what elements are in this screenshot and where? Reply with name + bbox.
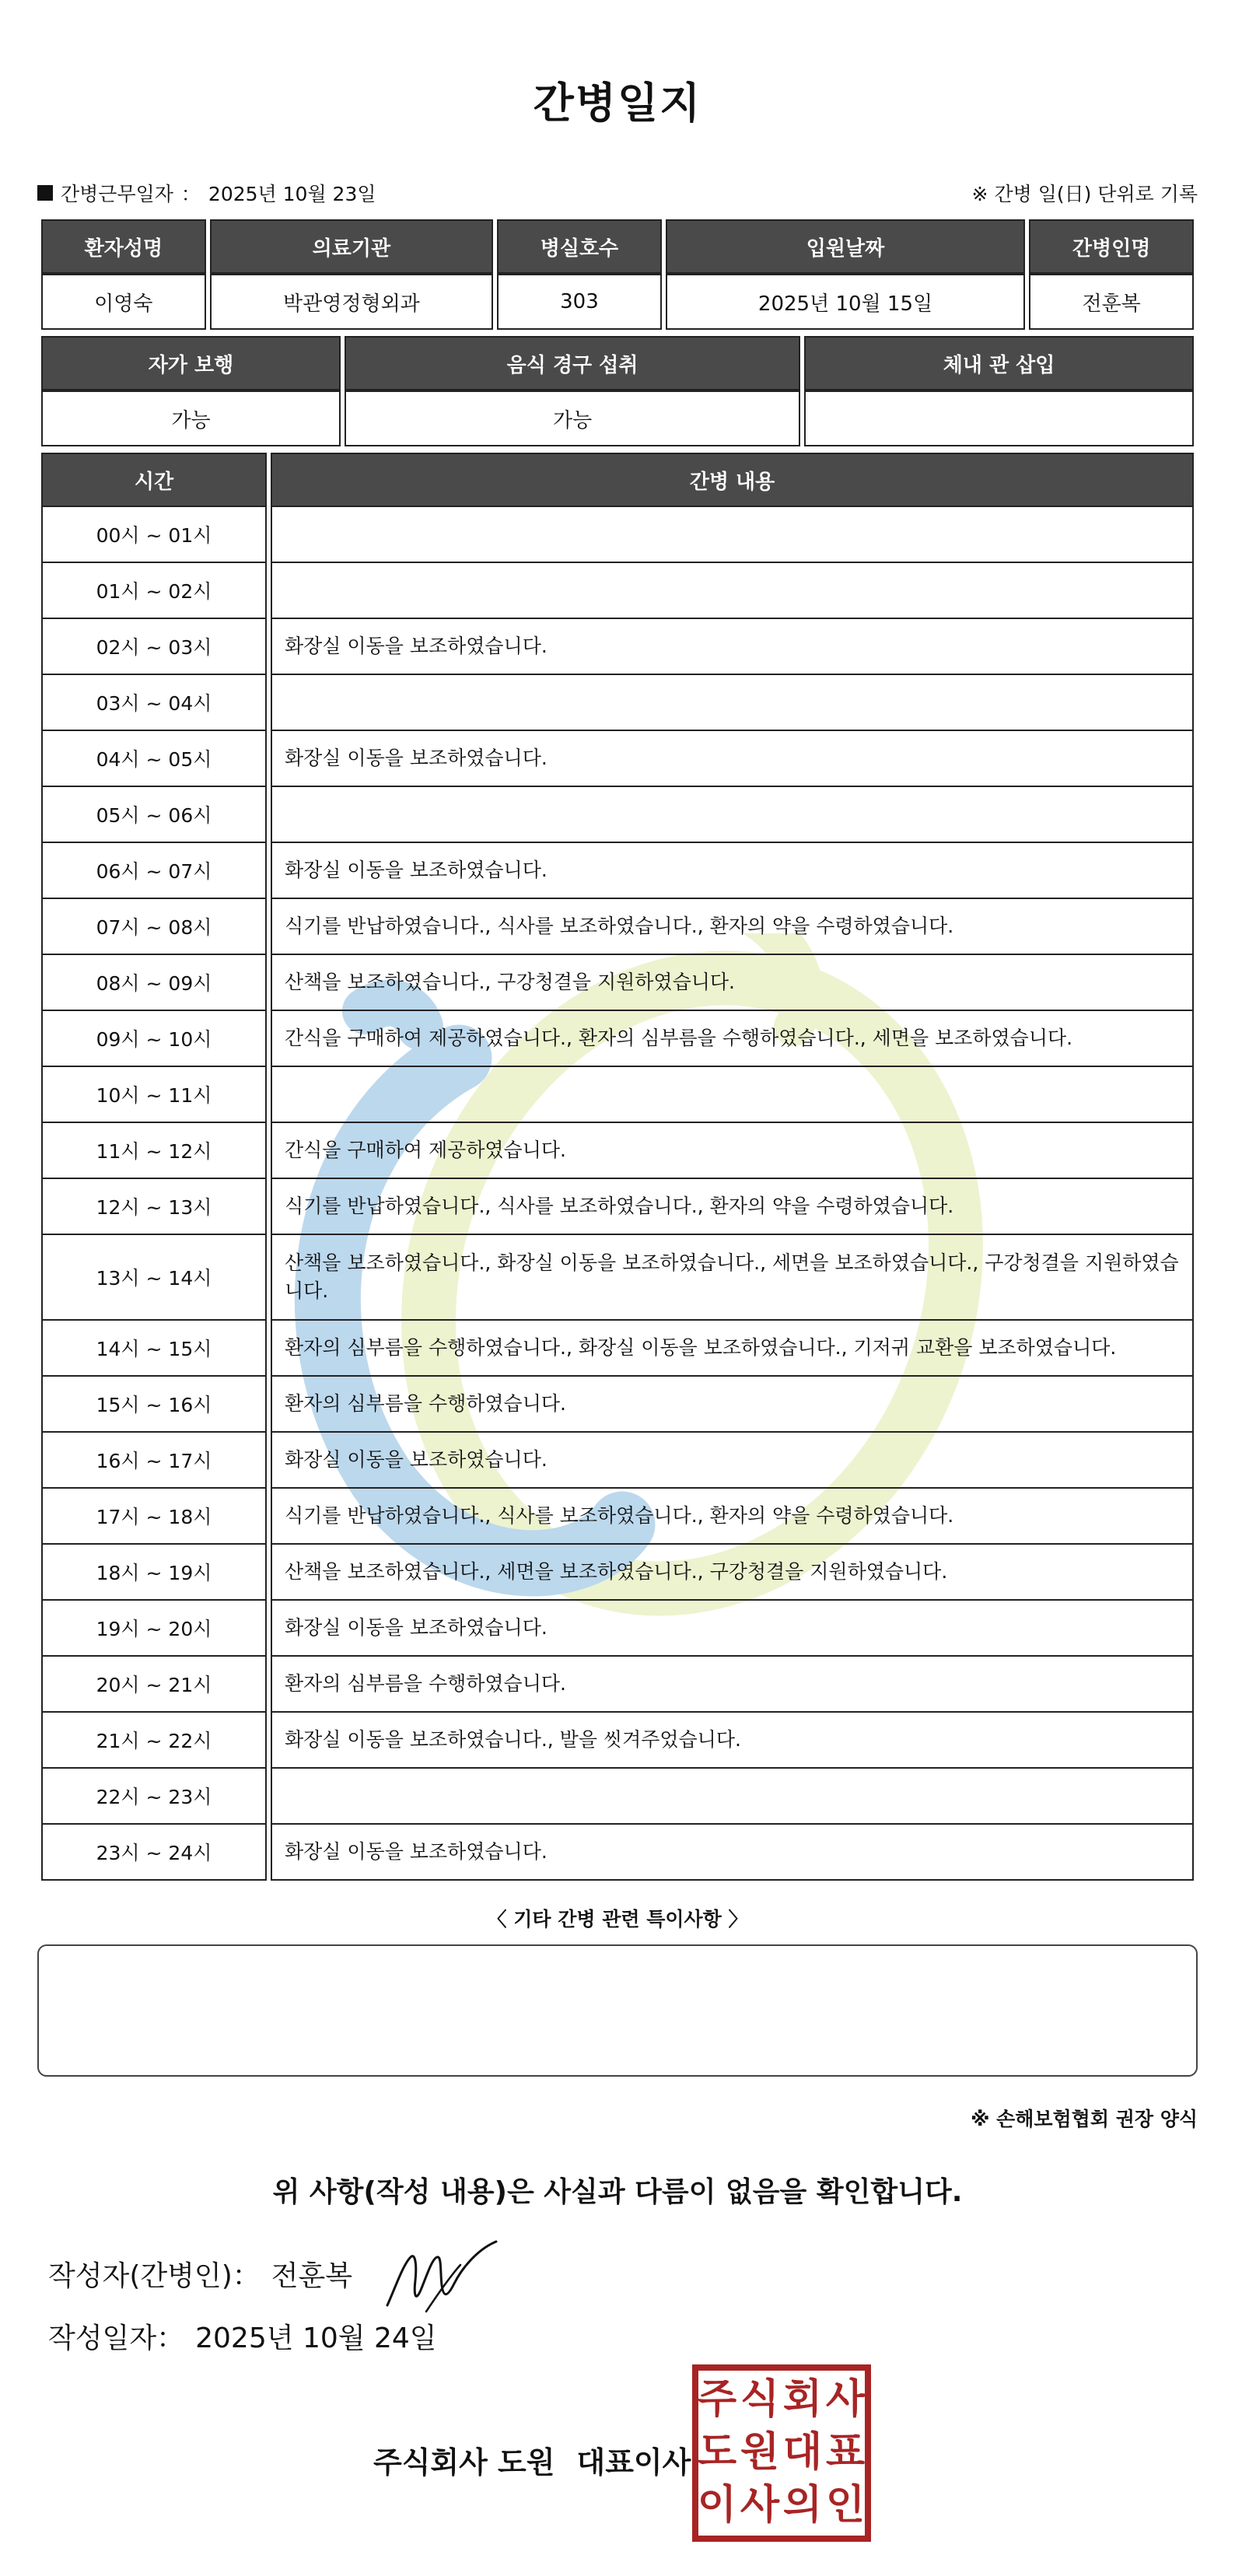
log-row [41,1489,1194,1545]
company-seal [692,2364,871,2542]
value-tube-insertion [804,390,1194,446]
log-row [41,507,1194,563]
log-time: 00시 ~ 01시 [41,507,267,563]
value-patient-name: 이영숙 [41,274,206,330]
log-content: 간식을 구매하여 제공하였습니다., 환자의 심부름을 수행하였습니다., 세면을 보조하였습니다. [271,1011,1194,1067]
seal-character: 이 [697,2482,737,2529]
document-title: 간병일지 [533,79,702,128]
header-care-content: 간병 내용 [271,453,1194,507]
header-time: 시간 [41,453,267,507]
seal-character: 인 [825,2482,866,2529]
patient-info-table [37,219,1198,330]
log-content: 식기를 반납하였습니다., 식사를 보조하였습니다., 환자의 약을 수령하였습니다. [271,1179,1194,1235]
log-content: 화장실 이동을 보조하였습니다. [271,731,1194,787]
log-time: 06시 ~ 07시 [41,843,267,899]
log-row [41,1769,1194,1825]
log-row [41,563,1194,619]
log-row [41,1235,1194,1321]
work-date-value: 2025년 10월 23일 [208,183,376,205]
seal-character: 사 [825,2376,866,2423]
log-content: 산책을 보조하였습니다., 세면을 보조하였습니다., 구강청결을 지원하였습니다. [271,1545,1194,1601]
log-content [271,563,1194,619]
log-content: 산책을 보조하였습니다., 화장실 이동을 보조하였습니다., 세면을 보조하였습니다., 구강청결을 지원하였습니다. [271,1235,1194,1321]
log-row [41,675,1194,731]
log-time: 17시 ~ 18시 [41,1489,267,1545]
log-time: 10시 ~ 11시 [41,1067,267,1123]
log-time: 16시 ~ 17시 [41,1433,267,1489]
seal-character: 의 [782,2482,823,2529]
log-content: 환자의 심부름을 수행하였습니다., 화장실 이동을 보조하였습니다., 기저귀 교환을 보조하였습니다. [271,1321,1194,1377]
header-room-number: 병실호수 [497,219,662,274]
value-caregiver-name: 전훈복 [1029,274,1194,330]
seal-character: 식 [740,2376,780,2423]
header-tube-insertion: 체내 관 삽입 [804,336,1194,390]
writer-name: 전훈복 [271,2260,353,2292]
log-time: 19시 ~ 20시 [41,1601,267,1657]
log-time: 12시 ~ 13시 [41,1179,267,1235]
log-row [41,1011,1194,1067]
log-time: 22시 ~ 23시 [41,1769,267,1825]
log-content [271,507,1194,563]
log-content: 간식을 구매하여 제공하였습니다. [271,1123,1194,1179]
value-admission-date: 2025년 10월 15일 [666,274,1025,330]
notes-title: 〈 기타 간병 관련 특이사항 〉 [487,1908,748,1930]
log-time: 05시 ~ 06시 [41,787,267,843]
log-time: 01시 ~ 02시 [41,563,267,619]
log-time: 03시 ~ 04시 [41,675,267,731]
value-room-number: 303 [497,274,662,330]
log-time: 07시 ~ 08시 [41,899,267,955]
log-content: 환자의 심부름을 수행하였습니다. [271,1377,1194,1433]
log-row [41,787,1194,843]
log-row [41,1601,1194,1657]
log-row [41,1713,1194,1769]
work-date-separator: ： [180,183,201,205]
value-hospital: 박관영정형외과 [210,274,493,330]
log-content: 산책을 보조하였습니다., 구강청결을 지원하였습니다. [271,955,1194,1011]
log-time: 08시 ~ 09시 [41,955,267,1011]
header-caregiver-name: 간병인명 [1029,219,1194,274]
log-content [271,787,1194,843]
log-content [271,1769,1194,1825]
seal-character: 원 [740,2429,780,2476]
work-date [37,179,376,207]
value-oral-intake: 가능 [345,390,800,446]
log-row [41,1545,1194,1601]
work-date-label: 간병근무일자 [61,183,173,205]
log-content: 화장실 이동을 보조하였습니다., 발을 씻겨주었습니다. [271,1713,1194,1769]
log-content [271,675,1194,731]
seal-character: 사 [740,2482,780,2529]
log-row [41,619,1194,675]
care-log-table [37,453,1198,1881]
log-content: 화장실 이동을 보조하였습니다. [271,1433,1194,1489]
header-hospital: 의료기관 [210,219,493,274]
notes-box [37,1944,1198,2077]
square-bullet-icon [37,185,53,201]
value-self-walking: 가능 [41,390,341,446]
log-time: 02시 ~ 03시 [41,619,267,675]
log-time: 13시 ~ 14시 [41,1235,267,1321]
company-title: 대표이사 [576,2445,691,2480]
written-date-label: 작성일자： [48,2322,185,2354]
seal-character: 표 [825,2429,866,2476]
log-time: 09시 ~ 10시 [41,1011,267,1067]
log-row [41,1825,1194,1881]
log-row [41,955,1194,1011]
log-time: 21시 ~ 22시 [41,1713,267,1769]
log-content [271,1067,1194,1123]
written-date-value: 2025년 10월 24일 [195,2322,437,2354]
log-content: 식기를 반납하였습니다., 식사를 보조하였습니다., 환자의 약을 수령하였습니다. [271,899,1194,955]
care-log-body [41,507,1194,1881]
recommend-note: ※ 손해보험협회 권장 양식 [971,2108,1198,2130]
log-row [41,899,1194,955]
log-row [41,1433,1194,1489]
log-time: 04시 ~ 05시 [41,731,267,787]
log-row [41,731,1194,787]
patient-status-table [37,336,1198,446]
log-content: 화장실 이동을 보조하였습니다. [271,1825,1194,1881]
company-name: 주식회사 도원 [373,2445,555,2480]
log-time: 20시 ~ 21시 [41,1657,267,1713]
log-row [41,843,1194,899]
log-row [41,1067,1194,1123]
log-content: 화장실 이동을 보조하였습니다. [271,1601,1194,1657]
handwritten-signature [380,2234,512,2319]
log-row [41,1123,1194,1179]
log-time: 11시 ~ 12시 [41,1123,267,1179]
log-content: 식기를 반납하였습니다., 식사를 보조하였습니다., 환자의 약을 수령하였습니다. [271,1489,1194,1545]
log-row [41,1179,1194,1235]
company-line [373,2438,691,2481]
log-time: 14시 ~ 15시 [41,1321,267,1377]
log-row [41,1377,1194,1433]
log-row [41,1321,1194,1377]
confirmation-text: 위 사항(작성 내용)은 사실과 다름이 없음을 확인합니다. [272,2176,963,2208]
header-admission-date: 입원날짜 [666,219,1025,274]
seal-character: 회 [782,2376,823,2423]
writer-label: 작성자(간병인)： [48,2260,261,2292]
log-content: 환자의 심부름을 수행하였습니다. [271,1657,1194,1713]
header-oral-intake: 음식 경구 섭취 [345,336,800,390]
log-content: 화장실 이동을 보조하였습니다. [271,619,1194,675]
seal-character: 대 [782,2429,823,2476]
log-time: 15시 ~ 16시 [41,1377,267,1433]
log-content: 화장실 이동을 보조하였습니다. [271,843,1194,899]
seal-character: 주 [697,2376,737,2423]
seal-character: 도 [697,2429,737,2476]
header-patient-name: 환자성명 [41,219,206,274]
log-time: 18시 ~ 19시 [41,1545,267,1601]
log-row [41,1657,1194,1713]
writer-line [48,2254,352,2294]
header-self-walking: 자가 보행 [41,336,341,390]
log-time: 23시 ~ 24시 [41,1825,267,1881]
written-date-line [48,2316,437,2356]
unit-note: ※ 간병 일(日) 단위로 기록 [971,183,1198,205]
